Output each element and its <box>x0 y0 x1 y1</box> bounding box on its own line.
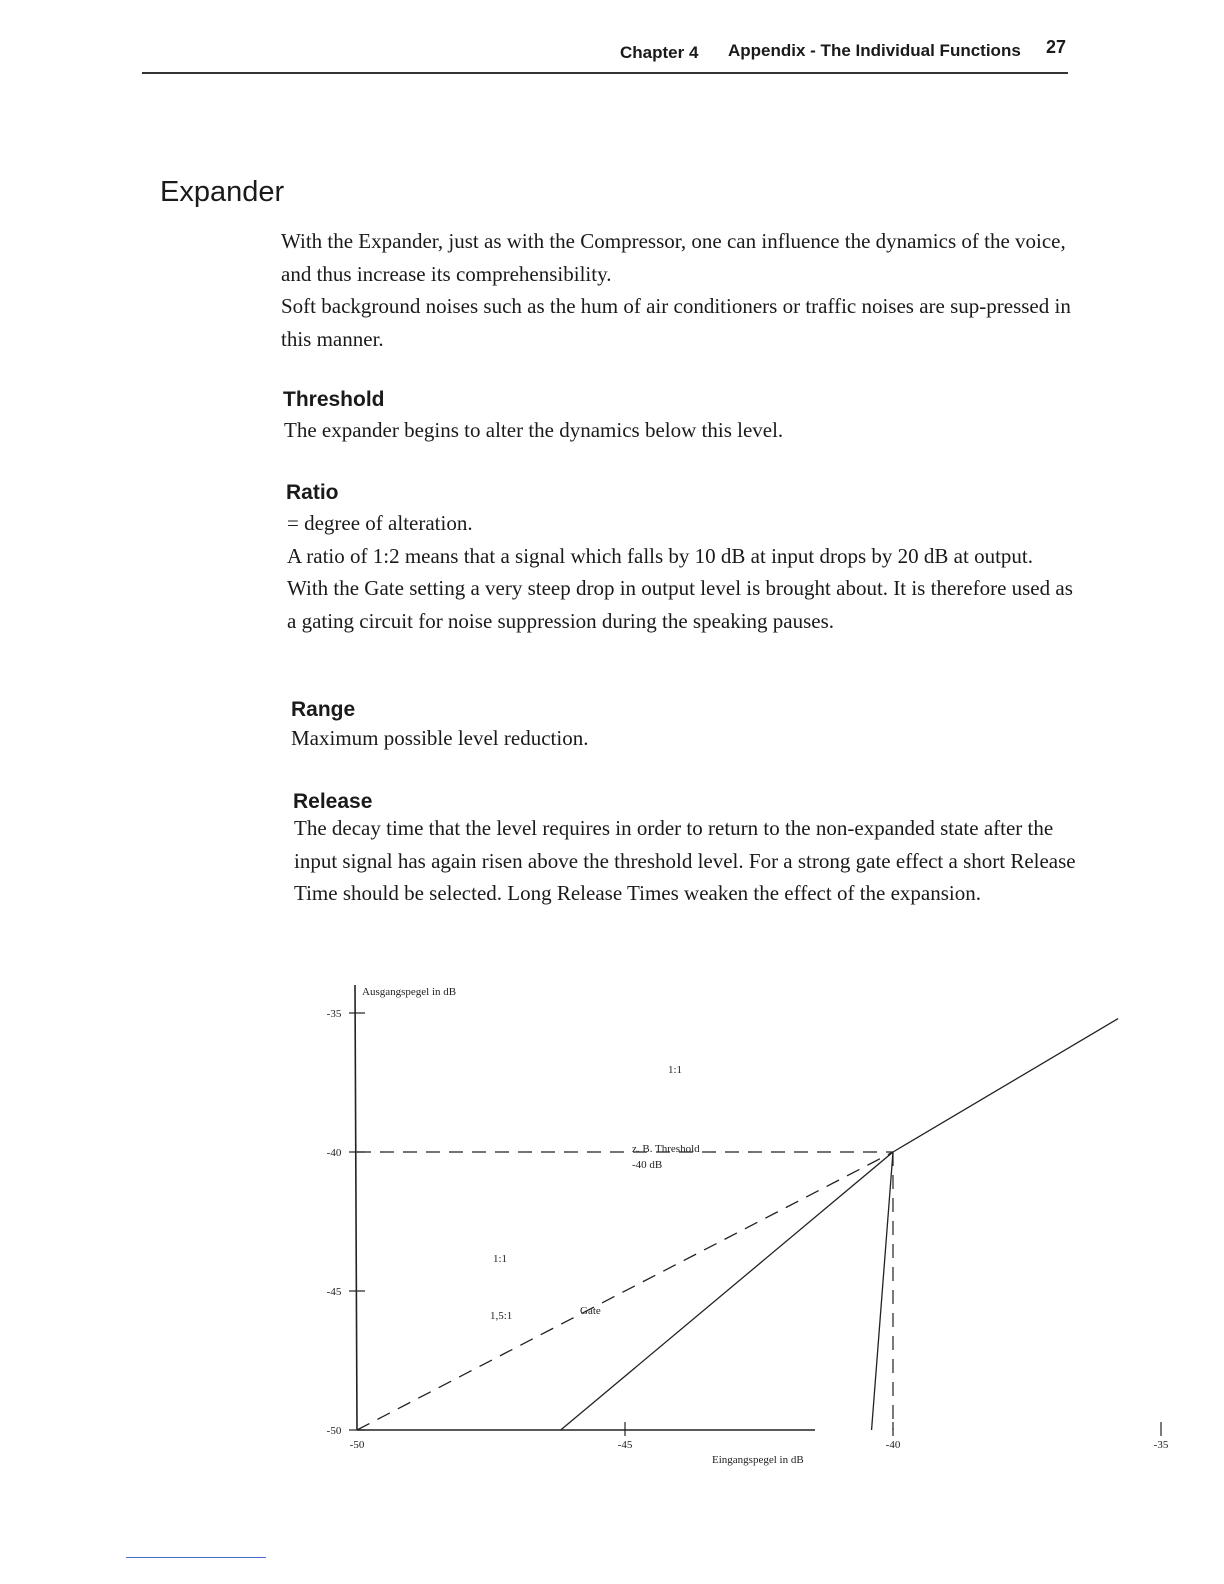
intro-text-1: With the Expander, just as with the Compressor, one can influence the dynamics of the voice, and thus increase its comprehensibility. <box>281 229 1066 286</box>
page-number: 27 <box>1045 37 1066 57</box>
ratio-text-2: A ratio of 1:2 means that a signal which falls by 10 dB at input drops by 20 dB at output. <box>287 543 1033 568</box>
range-text-1: Maximum possible level reduction. <box>291 726 589 750</box>
threshold-heading: Threshold <box>283 388 385 411</box>
threshold-value-annotation: -40 dB <box>632 1159 663 1171</box>
x-tick-label: -45 <box>617 1439 633 1451</box>
y-tick-label: -35 <box>326 1008 342 1020</box>
x-tick-label: -40 <box>885 1439 901 1451</box>
ratio-1-1-upper-line <box>893 1019 1118 1152</box>
ratio-text-1: = degree of alteration. <box>287 511 473 535</box>
threshold-annotation: z. B. Threshold <box>632 1143 700 1155</box>
release-heading: Release <box>293 790 373 813</box>
gate-label: Gate <box>580 1305 601 1317</box>
y-axis <box>355 985 357 1430</box>
y-tick-label: -40 <box>326 1147 342 1159</box>
gate-line <box>872 1152 893 1430</box>
y-tick-label: -50 <box>326 1425 342 1437</box>
y-axis-label: Ausgangspegel in dB <box>362 986 457 998</box>
ratio-1-1-dashed-line <box>357 1152 893 1430</box>
ratio-heading: Ratio <box>286 481 339 504</box>
chapter-label: Chapter 4 <box>620 43 699 62</box>
range-heading: Range <box>291 698 356 721</box>
y-tick-label: -45 <box>326 1286 342 1298</box>
ratio-1-5-line <box>561 1152 893 1430</box>
lower-ratio-label: 1:1 <box>493 1253 508 1265</box>
ratio-text-3: With the Gate setting a very steep drop in output level is brought about. It is therefore used as a gating circuit for noise suppression during the speaking pauses. <box>287 576 1073 633</box>
intro-text-2: Soft background noises such as the hum of air conditioners or traffic noises are sup-pressed in this manner. <box>281 294 1071 351</box>
mid-ratio-label: 1,5:1 <box>490 1310 513 1322</box>
x-axis-label: Eingangspegel in dB <box>712 1454 804 1466</box>
upper-ratio-label: 1:1 <box>668 1064 683 1076</box>
x-tick-label: -35 <box>1153 1439 1169 1451</box>
threshold-text-1: The expander begins to alter the dynamics below this level. <box>284 418 784 442</box>
page-title: Expander <box>160 176 285 208</box>
section-label: Appendix - The Individual Functions <box>728 41 1021 60</box>
release-text-1: The decay time that the level requires in order to return to the non-expanded state after the input signal has again risen above the threshold level. For a strong gate effect a short Release Time should be selected. Long Release Times weaken the effect of the expansion. <box>294 816 1076 905</box>
footer-rule <box>126 1557 266 1558</box>
x-tick-label: -50 <box>349 1439 365 1451</box>
